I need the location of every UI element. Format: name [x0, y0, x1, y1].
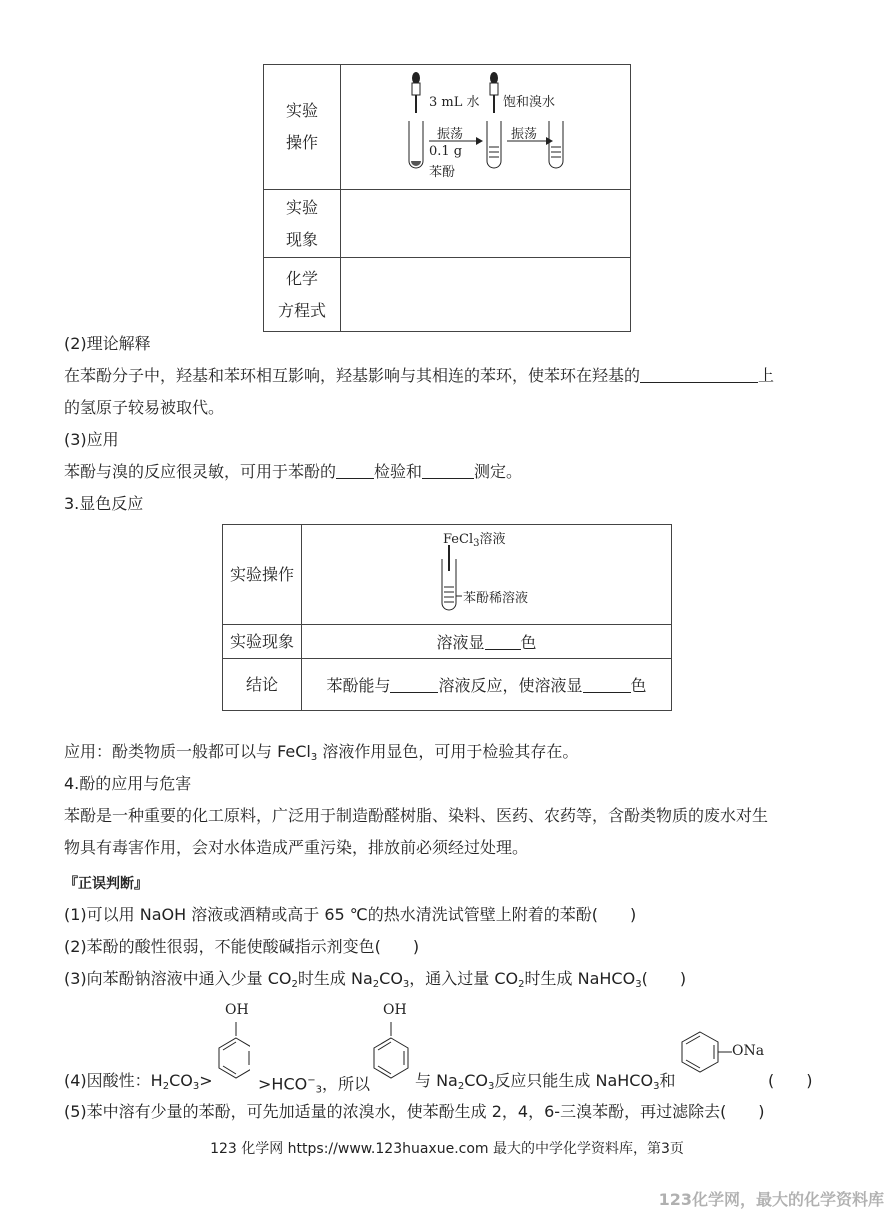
page-footer: 123 化学网 https://www.123huaxue.com 最大的中学化学资料库，第3页 [210, 1141, 684, 1157]
answer-blank [640, 366, 758, 383]
s3-text-c: 测定。 [474, 462, 523, 481]
fecl3-solution-text: 溶液 [479, 532, 506, 547]
oh-label-2: OH [383, 1002, 407, 1018]
sec4-line1: 苯酚是一种重要的化工原料，广泛用于制造酚醛树脂、染料、医药、农药等，含酚类物质的废水对生 [64, 806, 769, 825]
q3-text-e: 时生成 NaHCO [524, 969, 636, 988]
label-text: 实验 [285, 197, 318, 217]
s3-text-b: 检验和 [374, 462, 423, 481]
label-mass: 0.1 g [429, 144, 463, 159]
label-text: 化学 [285, 268, 318, 288]
q4-text-g: CO [464, 1071, 489, 1090]
equation-label-cell [264, 258, 341, 332]
q3-sub-2c: 2 [518, 979, 525, 990]
question-4-part-b [258, 1071, 370, 1100]
q3-text-c: CO [379, 969, 403, 988]
watermark: 123化学网，最大的化学资料库 [658, 1190, 884, 1209]
experiment-table-bromine [263, 64, 631, 332]
concl-text-a: 苯酚能与 [326, 676, 391, 695]
fecl3-sub: 3 [473, 538, 480, 549]
q3-text-a: (3)向苯酚钠溶液中通入少量 CO [64, 969, 292, 988]
answer-blank [485, 633, 521, 650]
phen-label-cell [223, 625, 302, 659]
question-3 [64, 969, 686, 995]
q3-sub-2b: 2 [372, 979, 380, 990]
sec4-title: 4.酚的应用与危害 [64, 774, 192, 793]
q3-text-b: 时生成 Na [297, 969, 373, 988]
s2-line2: 的氢原子较易被取代。 [64, 398, 225, 417]
label-text: 实验 [285, 101, 318, 120]
op-figure-cell [302, 525, 672, 625]
label-fecl3 [443, 528, 506, 549]
phen-label: 实验现象 [229, 631, 294, 651]
q4-sub-2b: 2 [457, 1081, 465, 1092]
sec3-title: 3.显色反应 [64, 494, 144, 513]
op-label-cell [223, 525, 302, 625]
question-4-part-a [64, 1071, 213, 1097]
q4-text-i: 和 [659, 1071, 676, 1090]
s3-title: (3)应用 [64, 430, 119, 449]
op-label: 实验操作 [229, 564, 294, 584]
label-text: 方程式 [277, 300, 326, 320]
q4-text-h: 反应只能生成 NaHCO [494, 1071, 654, 1090]
q3-sub-2: 2 [291, 979, 298, 990]
q3-answer-paren: ( ) [641, 969, 687, 988]
q3-sub-3: 3 [402, 979, 410, 990]
phen-text-a: 溶液显 [436, 633, 485, 652]
fecl3-text: FeCl [443, 532, 474, 547]
answer-blank [336, 462, 374, 479]
q4-sub-3b: 3 [315, 1084, 322, 1096]
q4-sub-3: 3 [192, 1081, 200, 1092]
question-4-part-c [415, 1071, 675, 1097]
app-text-a: 应用：酚类物质一般都可以与 FeCl [64, 742, 311, 761]
s2-line1-end: 上 [758, 366, 775, 385]
answer-blank [583, 676, 631, 693]
answer-blank [422, 462, 474, 479]
op-figure-cell [341, 65, 631, 190]
question-1: (1)可以用 NaOH 溶液或酒精或高于 65 ℃的热水清洗试管壁上附着的苯酚( ) [64, 905, 637, 924]
label-shake-1: 振荡 [437, 127, 464, 142]
concl-text-c: 色 [630, 676, 647, 695]
bromination-apparatus-figure [341, 65, 631, 189]
answer-blank [390, 676, 438, 693]
op-label-cell [264, 65, 341, 190]
sec4-line2: 物具有毒害作用，会对水体造成严重污染，排放前必须经过处理。 [64, 838, 529, 857]
q4-text-d: >HCO [258, 1074, 308, 1094]
concl-label: 结论 [245, 674, 278, 694]
q4-text-f: 与 Na [415, 1071, 458, 1090]
q4-minus-sup: − [307, 1075, 316, 1086]
concl-answer-cell [302, 659, 672, 711]
q4-text-e: ，所以 [321, 1074, 370, 1094]
q4-sub-3d: 3 [653, 1081, 660, 1092]
oh-label-1: OH [225, 1002, 249, 1018]
question-2: (2)苯酚的酸性很弱，不能使酸碱指示剂变色( ) [64, 937, 420, 956]
s3-text-a: 苯酚与溴的反应很灵敏，可用于苯酚的 [64, 462, 337, 481]
q3-text-d: ，通入过量 CO [409, 969, 519, 988]
q4-text-a: (4)因酸性：H [64, 1071, 163, 1090]
label-shake-2: 振荡 [511, 127, 538, 142]
q3-sub-3b: 3 [635, 979, 642, 990]
concl-label-cell [223, 659, 302, 711]
q4-gt: > [199, 1071, 213, 1090]
judge-title: 『正误判断』 [64, 876, 148, 892]
label-water: 3 mL 水 [429, 95, 480, 110]
experiment-table-fecl3 [222, 524, 672, 711]
application-line [64, 742, 578, 768]
app-text-b: 溶液作用显色，可用于检验其存在。 [317, 742, 579, 761]
label-bromine-water: 饱和溴水 [503, 95, 556, 110]
s2-line1-text: 在苯酚分子中，羟基和苯环相互影响，羟基影响与其相连的苯环，使苯环在羟基的 [64, 366, 641, 385]
label-text: 操作 [285, 133, 318, 152]
label-text: 现象 [285, 229, 318, 249]
phenomenon-answer-cell [341, 190, 631, 258]
sodium-phenoxide-structure [678, 1030, 738, 1078]
phen-answer-cell [302, 625, 672, 659]
equation-answer-cell [341, 258, 631, 332]
label-phenol: 苯酚 [429, 165, 456, 180]
label-dilute-phenol: 苯酚稀溶液 [463, 591, 529, 606]
phen-text-b: 色 [520, 633, 537, 652]
q4-sub-2: 2 [162, 1081, 170, 1092]
s2-line1 [64, 366, 774, 386]
question-5: (5)苯中溶有少量的苯酚，可先加适量的浓溴水，使苯酚生成 2，4，6-三溴苯酚，再过滤除去( ) [64, 1102, 765, 1121]
s3-text [64, 462, 522, 482]
phenomenon-label-cell [264, 190, 341, 258]
ona-label: ONa [732, 1043, 765, 1059]
q4-answer-paren: ( ) [768, 1071, 813, 1090]
app-sub: 3 [310, 752, 318, 763]
concl-text-b: 溶液反应，使溶液显 [438, 676, 583, 695]
q4-text-b: CO [169, 1071, 193, 1090]
q4-sub-3c: 3 [488, 1081, 495, 1092]
s2-title: (2)理论解释 [64, 334, 151, 353]
